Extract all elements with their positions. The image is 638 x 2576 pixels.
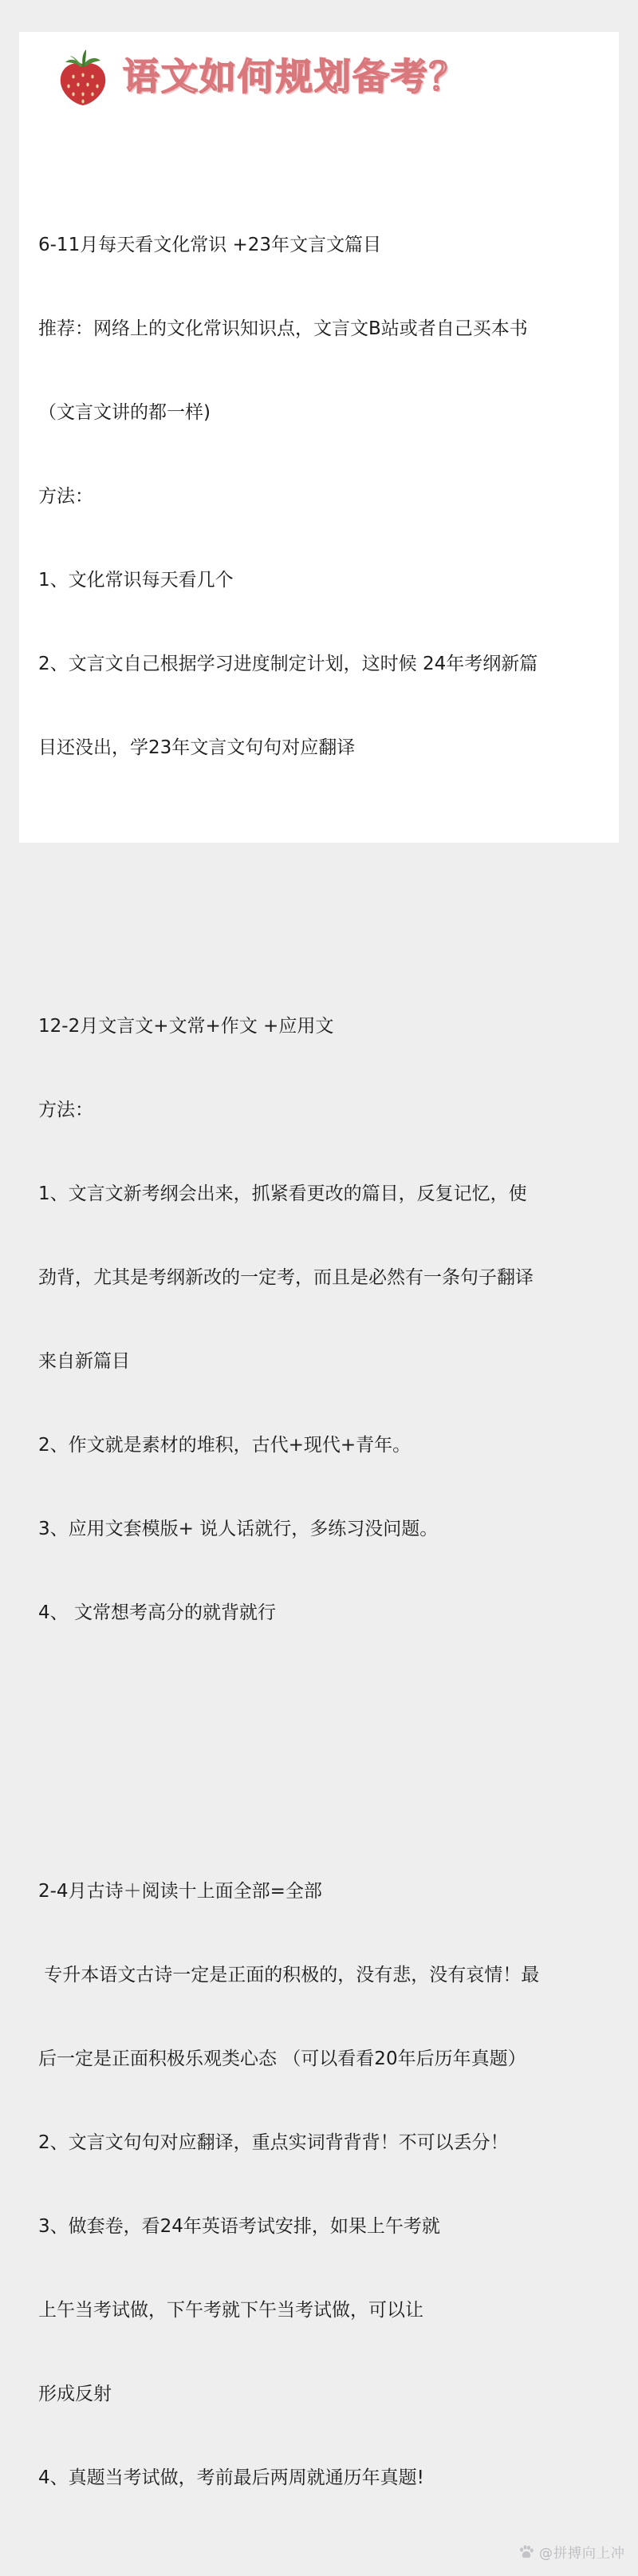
text-line: 推荐：网络上的文化常识知识点，文言文B站或者自己买本书 xyxy=(38,318,528,339)
page-title: 语文如何规划备考？ xyxy=(123,55,467,98)
text-line: 2、文言文句句对应翻译，重点实词背背背！不可以丢分！ xyxy=(38,2132,509,2153)
text-line: 3、应用文套模版+ 说人话就行，多练习没问题。 xyxy=(38,1519,439,1539)
text-line: 专升本语文古诗一定是正面的积极的，没有悲，没有哀情！最 xyxy=(38,1965,540,1985)
text-line: （文言文讲的都一样) xyxy=(38,402,211,423)
watermark-text: @拼搏向上冲 xyxy=(539,2546,625,2562)
text-line: 来自新篇目 xyxy=(38,1351,130,1372)
section-spacer xyxy=(38,1739,612,1766)
text-line: 3、做套卷，看24年英语考试安排，如果上午考就 xyxy=(38,2216,440,2237)
text-line: 目还没出，学23年文言文句句对应翻译 xyxy=(38,737,356,758)
watermark xyxy=(518,2542,625,2562)
section-heading: 2-4月古诗＋阅读十上面全部=全部 xyxy=(38,1881,322,1902)
header xyxy=(57,46,467,107)
section-3 xyxy=(38,1822,612,2548)
note-content xyxy=(38,120,612,2576)
paw-icon xyxy=(518,2545,534,2559)
text-line: 方法： xyxy=(38,1100,93,1120)
text-line: 上午当考试做，下午考就下午当考试做，可以让 xyxy=(38,2300,423,2321)
text-line: 4、 文常想考高分的就背就行 xyxy=(38,1602,276,1623)
section-1 xyxy=(38,176,612,818)
text-line: 1、文化常识每天看几个 xyxy=(38,570,234,591)
section-spacer xyxy=(38,874,612,901)
section-2 xyxy=(38,957,612,1683)
text-line: 形成反射 xyxy=(38,2384,112,2404)
text-line: 2、作文就是素材的堆积，古代+现代+青年。 xyxy=(38,1435,412,1456)
text-line: 2、文言文自己根据学习进度制定计划，这时候 24年考纲新篇 xyxy=(38,654,538,674)
text-line: 4、真题当考试做，考前最后两周就通历年真题! xyxy=(38,2467,424,2488)
text-line: 后一定是正面积极乐观类心态 （可以看看20年后历年真题） xyxy=(38,2049,526,2069)
section-heading: 6-11月每天看文化常识 +23年文言文篇目 xyxy=(38,235,382,255)
text-line: 方法： xyxy=(38,486,93,507)
text-line: 1、文言文新考纲会出来，抓紧看更改的篇目，反复记忆，使 xyxy=(38,1183,527,1204)
strawberry-icon xyxy=(57,46,108,107)
section-heading: 12-2月文言文+文常+作文 +应用文 xyxy=(38,1016,334,1037)
text-line: 劲背，尤其是考纲新改的一定考，而且是必然有一条句子翻译 xyxy=(38,1267,534,1288)
